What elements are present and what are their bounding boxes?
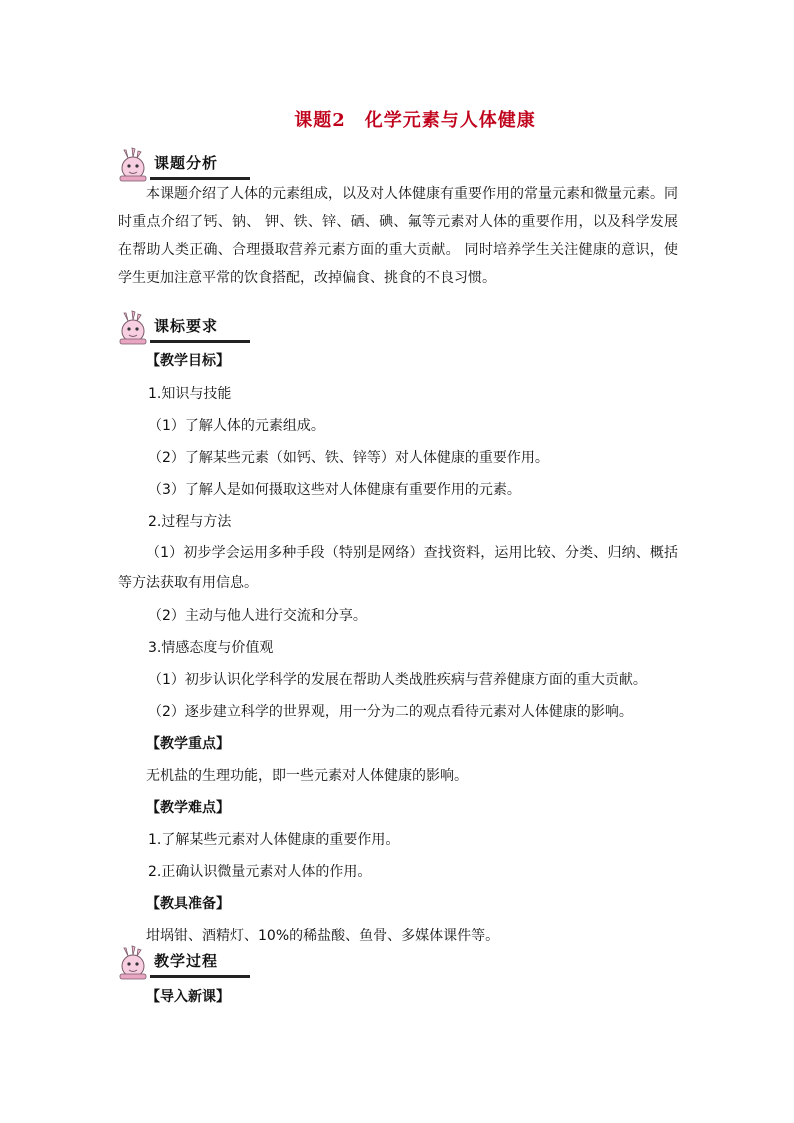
difficulty-item: 1.了解某些元素对人体健康的重要作用。: [148, 832, 400, 848]
goal-item: （1）初步学会运用多种手段（特别是网络）查找资料，运用比较、分类、归纳、概括等方法获取有用信息。: [118, 545, 678, 591]
section-heading: 课标要求: [154, 317, 219, 335]
difficulty-item: 2.正确认识微量元素对人体的作用。: [148, 864, 372, 880]
goal-item: （3）了解人是如何摄取这些对人体健康有重要作用的元素。: [148, 482, 521, 498]
analysis-paragraph: 本课题介绍了人体的元素组成，以及对人体健康有重要作用的常量元素和微量元素。同时重点介绍了钙、钠、 钾、铁、锌、硒、碘、氟等元素对人体的重要作用，以及科学发展在帮助人类正确、合理摄取营养元素方面的重大贡献。 同时培养学生关注健康的意识，使学生更加注意平常的饮食搭配，改掉偏食、挑食的不良习惯。: [118, 186, 678, 286]
key-points-heading: 【教学重点】: [146, 736, 230, 752]
section-heading: 教学过程: [154, 952, 219, 970]
prep-text: 坩埚钳、酒精灯、10%的稀盐酸、鱼骨、多媒体课件等。: [146, 928, 500, 944]
section-header-process: [116, 944, 246, 980]
key-points-text: 无机盐的生理功能，即一些元素对人体健康的影响。: [146, 768, 468, 784]
goal-item: （2）主动与他人进行交流和分享。: [148, 608, 367, 624]
goal-process-title: 2.过程与方法: [148, 514, 232, 530]
goal-item: （1）了解人体的元素组成。: [148, 418, 325, 434]
mascot-icon: [116, 309, 150, 345]
mascot-icon: [116, 146, 150, 182]
page-title: 课题2 化学元素与人体健康: [294, 110, 536, 131]
goals-heading: 【教学目标】: [146, 353, 230, 369]
goal-knowledge-title: 1.知识与技能: [148, 386, 232, 402]
section-header-analysis: [116, 146, 246, 182]
mascot-icon: [116, 944, 150, 980]
difficulty-heading: 【教学难点】: [146, 800, 230, 816]
goal-item: （2）逐步建立科学的世界观，用一分为二的观点看待元素对人体健康的影响。: [148, 704, 633, 720]
section-heading: 课题分析: [154, 154, 219, 172]
heading-underline: [150, 340, 250, 343]
goal-item: （2）了解某些元素（如钙、铁、锌等）对人体健康的重要作用。: [148, 450, 549, 466]
goal-item: （1）初步认识化学科学的发展在帮助人类战胜疾病与营养健康方面的重大贡献。: [148, 672, 647, 688]
intro-heading: 【导入新课】: [146, 989, 230, 1005]
prep-heading: 【教具准备】: [146, 896, 230, 912]
goal-attitude-title: 3.情感态度与价值观: [148, 640, 274, 656]
section-header-standards: [116, 309, 246, 345]
heading-underline: [150, 975, 250, 978]
